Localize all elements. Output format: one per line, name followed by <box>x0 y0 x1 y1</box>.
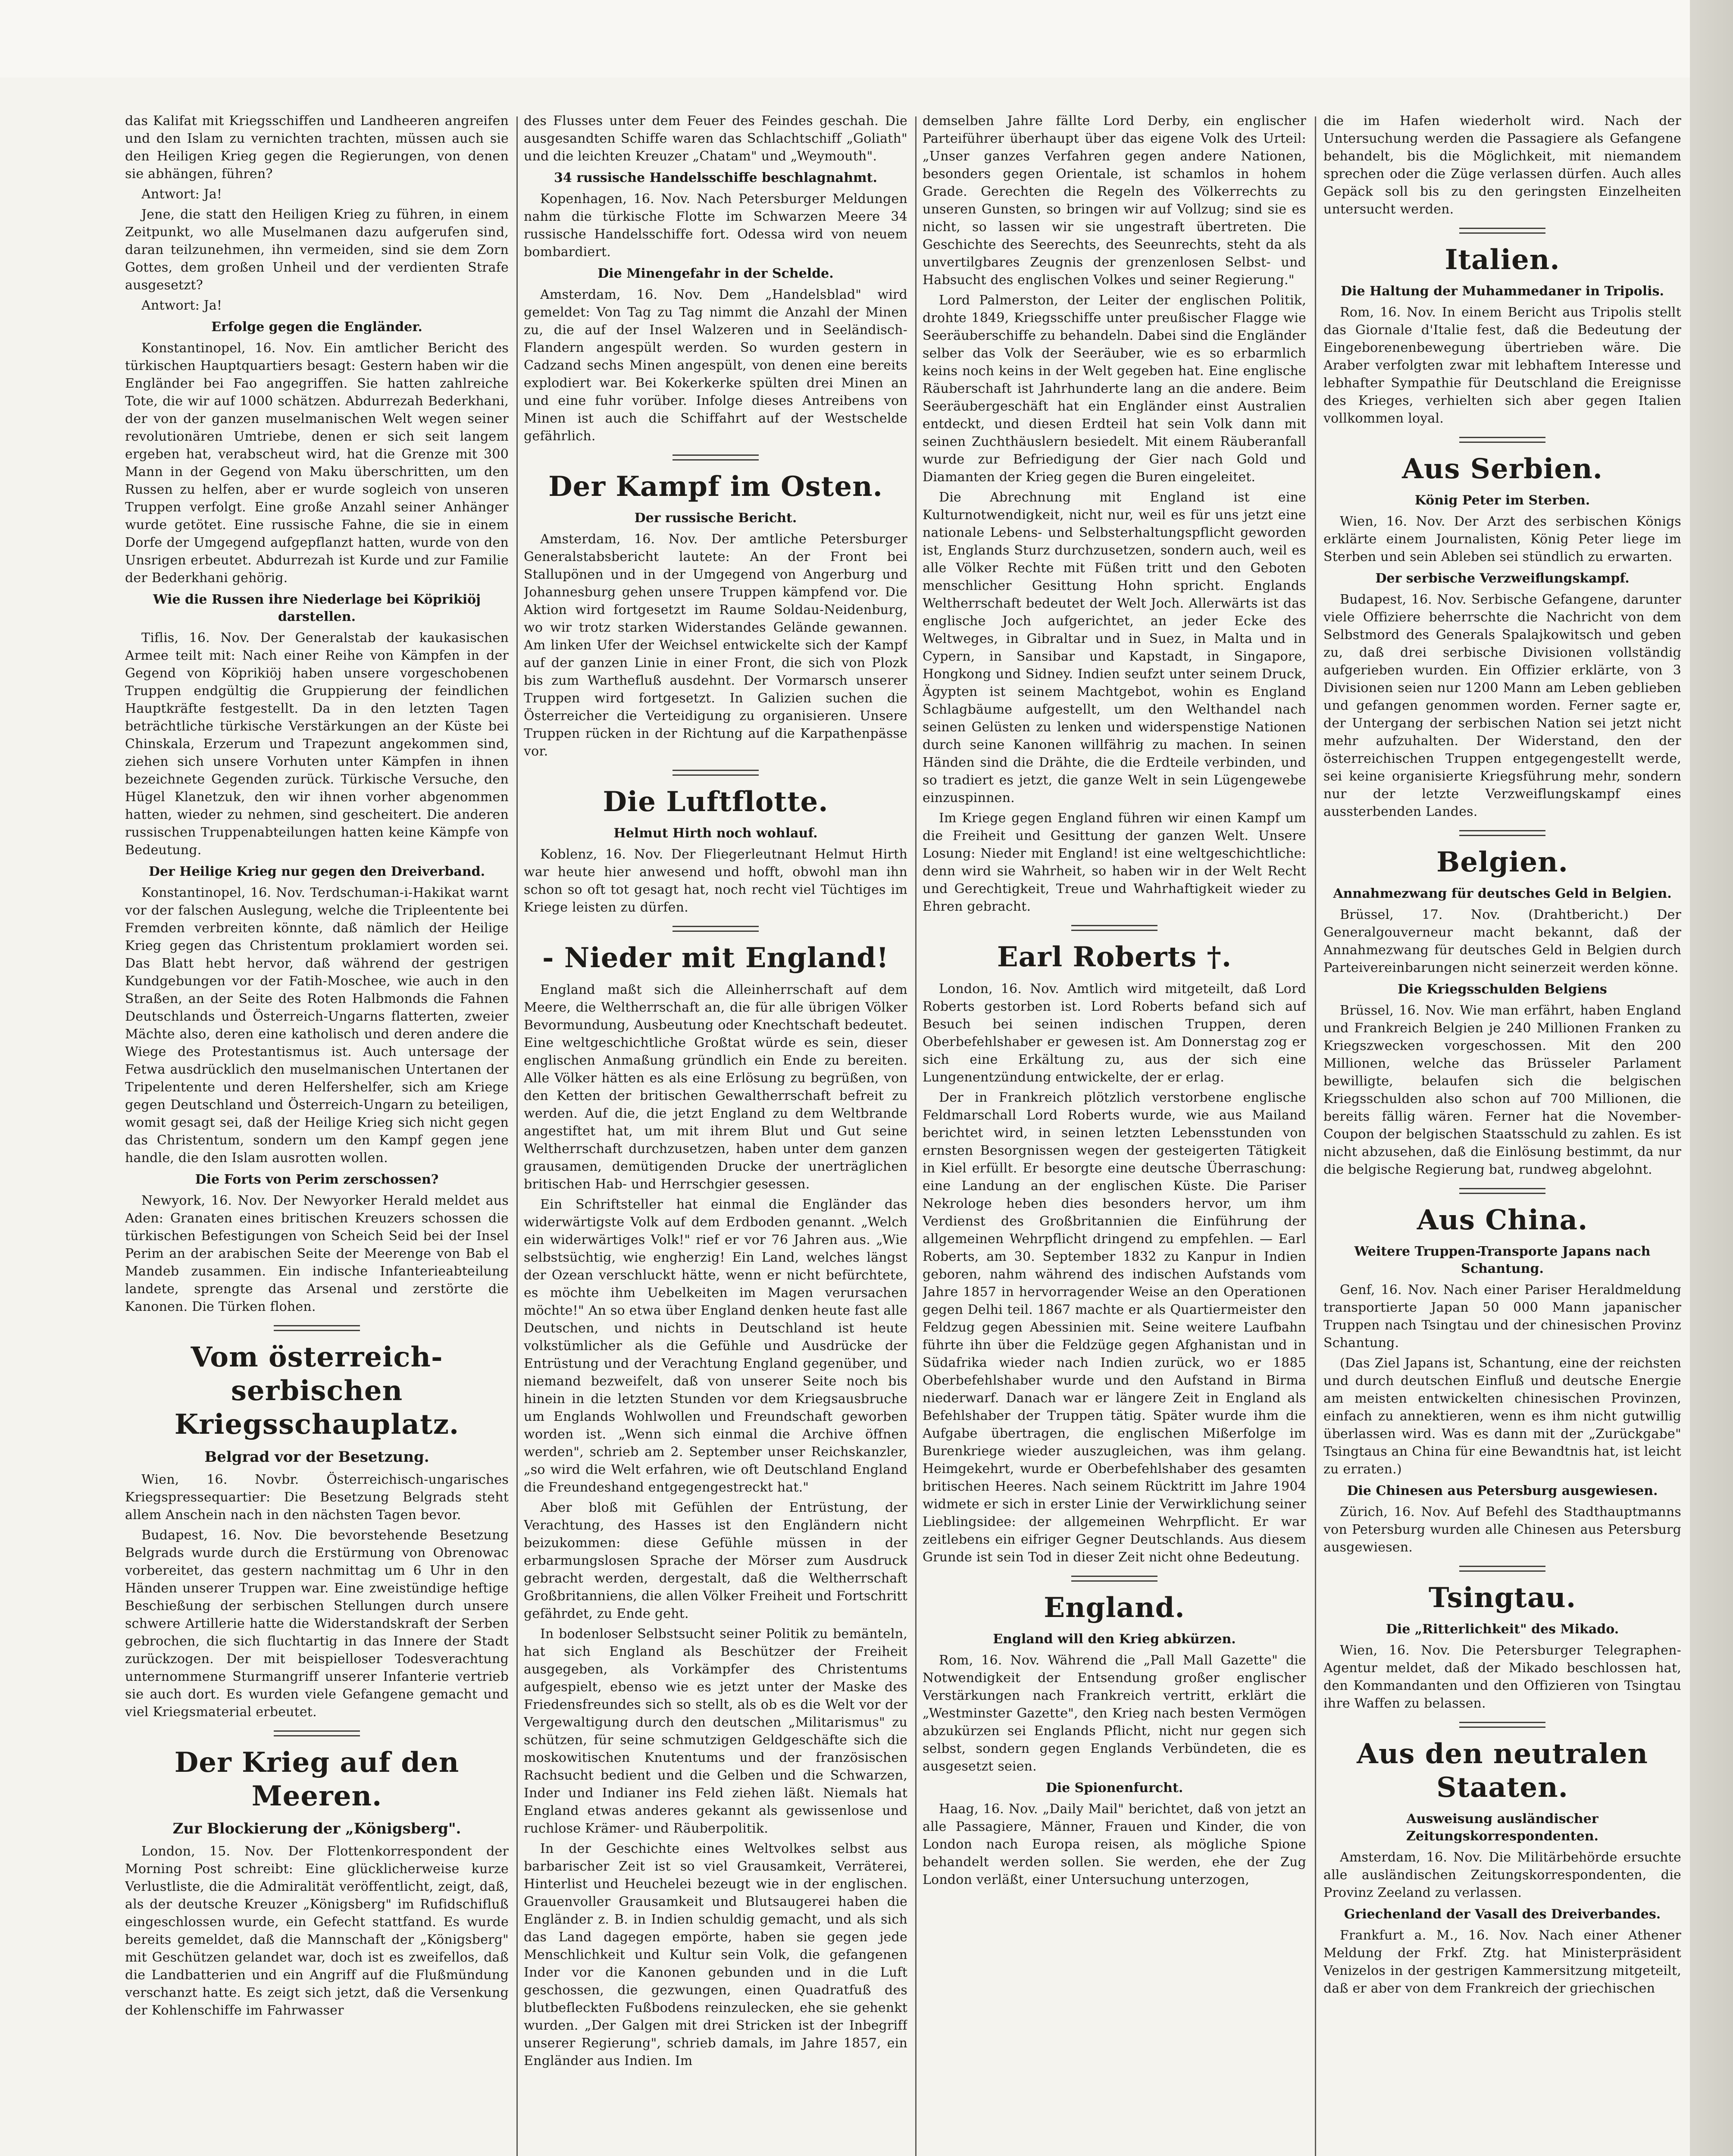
section-heading: Belgien. <box>1436 846 1568 878</box>
subheading: Zur Blockierung der „Königsberg". <box>172 1820 461 1837</box>
paragraph: das Kalifat mit Kriegsschiffen und Landheeren angreifen und den Islam zu vernichten trachten, müssen auch sie den Heiligen Krieg gegen die Regierungen, von denen sie abhängen, führen? <box>125 113 509 182</box>
paragraph: Tiflis, 16. Nov. Der Generalstab der kaukasischen Armee teilt mit: Nach einer Reihe von Kämpfen in der Gegend von Köprikiöj haben unsere vorgeschobenen Truppen endgültig die Gruppierung der feindlichen Hauptkräfte festgestellt. Da in den letzten Tagen beträchtliche türkische Verstärkungen an der Küste bei Chinskala, Erzerum und Trapezunt angekommen sind, ziehen sich unsere Vorhuten unter Kämpfen in ihnen bezeichnete Gegenden zurück. Türkische Versuche, den Hügel Klanetzuk, den wir ihnen vorher abgenommen hatten, wieder zu nehmen, sind gescheitert. Die anderen russischen Truppenabteilungen hatten keine Kämpfe von Bedeutung. <box>125 630 509 858</box>
subheading: Der Heilige Krieg nur gegen den Dreiverband. <box>148 864 485 879</box>
section-heading: Aus China. <box>1417 1204 1588 1236</box>
paragraph: Wien, 16. Novbr. Österreichisch-ungarisches Kriegspressequartier: Die Besetzung Belgrads steht allem Anschein nach in den nächsten Tagen bevor. <box>125 1472 509 1523</box>
paragraph: Antwort: Ja! <box>141 298 222 313</box>
section-divider <box>673 770 759 776</box>
paragraph: die im Hafen wiederholt wird. Nach der Untersuchung werden die Passagiere als Gefangene behandelt, bis die Möglichkeit, mit niemandem sprechen oder die Züge verlassen dürfen. Auch alles Gepäck soll bis zu den geringsten Einzelheiten untersucht werden. <box>1323 113 1681 217</box>
column-2 <box>524 112 907 2156</box>
paragraph: des Flusses unter dem Feuer des Feindes geschah. Die ausgesandten Schiffe waren das Schlachtschiff „Goliath" und die leichten Kreuzer „Chatam" und „Weymouth". <box>524 113 907 164</box>
paragraph: Amsterdam, 16. Nov. Dem „Handelsblad" wird gemeldet: Von Tag zu Tag nimmt die Anzahl der Minen zu, die auf der Insel Walzeren und in Seeländisch-Flandern angespült werden. So wurden gestern in Cadzand sechs Minen angespült, von denen eine bereits explodiert war. Bei Kokerkerke spülten drei Minen an und eine fuhr vorüber. Infolge dieses Antreibens von Minen ist auch die Schiffahrt auf der Westschelde gefährlich. <box>524 287 907 444</box>
section-divider <box>1459 830 1545 836</box>
top-margin <box>0 0 1733 78</box>
section-divider <box>1459 1722 1545 1728</box>
paragraph: Ein Schriftsteller hat einmal die Engländer das widerwärtigste Volk auf dem Erdboden genannt. „Welch ein widerwärtiges Volk!" rief er vor 76 Jahren aus. „Wie selbstsüchtig, wie engherzig! Ein Land, welches längst der Ozean verschluckt hätte, wenn er nicht befürchtete, es möchte ihm Uebelkeiten im Magen verursachen möchte!" An so etwa über England denken heute fast alle Deutschen, und nichts in Deutschland ist heute volkstümlicher als die Gefühle und Ausdrücke der Entrüstung und der Verachtung England gegenüber, und niemand bezweifelt, daß von unserer Seite noch bis hinein in die letzten Stunden vor dem Kriegsausbruche um Englands Wohlwollen und Freundschaft geworben worden ist. „Wenn sich einmal die Archive öffnen werden", schrieb am 2. September unser Reichskanzler, „so wird die Welt erfahren, wie oft Deutschland England die Freundeshand entgegengestreckt hat." <box>524 1197 907 1495</box>
paragraph: Budapest, 16. Nov. Die bevorstehende Besetzung Belgrads wurde durch die Erstürmung von Obrenowac vorbereitet, das gestern nachmittag um 6 Uhr in den Händen unserer Truppen war. Eine zweistündige heftige Beschießung der serbischen Stellungen durch unsere schwere Artillerie hatte die Widerstandskraft der Serben gebrochen, die sich fluchtartig in das Innere der Stadt zurückzogen. Der mit beispielloser Todesverachtung unternommene Sturmangriff unserer Infanterie vertrieb sie auch dort. Es wurden viele Gefangene gemacht und viel Kriegsmaterial erbeutet. <box>125 1528 509 1720</box>
column-1 <box>125 112 509 2156</box>
column-4 <box>1323 112 1681 2156</box>
section-divider <box>1071 1576 1157 1582</box>
paragraph: Wien, 16. Nov. Der Arzt des serbischen Königs erklärte einem Journalisten, König Peter liege im Sterben und sein Ableben sei stündlich zu erwarten. <box>1323 514 1681 564</box>
section-heading: Die Luftflotte. <box>603 786 829 818</box>
section-heading: Italien. <box>1445 244 1560 276</box>
page-edge <box>1690 0 1733 2156</box>
paragraph: Der in Frankreich plötzlich verstorbene englische Feldmarschall Lord Roberts wurde, wie aus Mailand berichtet wird, in seinen letzten Lebensstunden von ernsten Besorgnissen wegen der gesteigerten Tätigkeit in Kiel erfüllt. Er besorgte eine deutsche Überraschung: eine Landung an der englischen Küste. Die Pariser Nekrologe heben dies besonders hervor, um ihm Verdienst des Großbritannien die Einführung der allgemeinen Wehrpflicht dringend zu empfehlen. — Earl Roberts, am 30. September 1832 zu Kanpur in Indien geboren, nahm während des indischen Aufstands vom Jahre 1857 in hervorragender Weise an den Operationen gegen Delhi teil. 1867 machte er als Quartiermeister den Feldzug gegen Abessinien mit. Seine weitere Laufbahn führte ihn über die Feldzüge gegen Afghanistan und in Südafrika wieder nach Indien zurück, wo er 1885 Oberbefehlshaber wurde und den Aufstand in Birma niederwarf. Danach war er längere Zeit in England als Befehlshaber der Truppen tätig. Später wurde ihm die Aufgabe übertragen, die englischen Mißerfolge im Burenkriege wieder auszugleichen, was ihm gelang. Heimgekehrt, wurde er Oberbefehlshaber des gesamten britischen Heeres. Nach seinem Rücktritt im Jahre 1904 widmete er sich in erster Linie der Verwirklichung seiner Lieblingsidee: der allgemeinen Wehrpflicht. Er war zeitlebens ein eifriger Gegner Deutschlands. Aus diesem Grunde ist sein Tod in dieser Zeit nicht ohne Bedeutung. <box>923 1090 1306 1565</box>
paragraph: Haag, 16. Nov. „Daily Mail" berichtet, daß von jetzt an alle Passagiere, Männer, Frauen und Kinder, die von London nach Europa reisen, als mögliche Spione behandelt werden sollen. Sie werden, ehe der Zug London verläßt, einer Untersuchung unterzogen, <box>923 1802 1306 1887</box>
subheading: 34 russische Handelsschiffe beschlagnahmt. <box>554 170 877 185</box>
subheading: Annahmezwang für deutsches Geld in Belgien. <box>1333 886 1672 901</box>
subheading: Die Forts von Perim zerschossen? <box>195 1172 439 1187</box>
subheading: Die „Ritterlichkeit" des Mikado. <box>1386 1622 1619 1637</box>
subheading: Weitere Truppen-Transporte Japans nach Schantung. <box>1354 1244 1651 1276</box>
paragraph: Budapest, 16. Nov. Serbische Gefangene, darunter viele Offiziere beherrschte die Nachricht von dem Selbstmord des Generals Spalajkowitsch und geben zu, daß drei serbische Divisionen vollständig aufgerieben wurden. Ein Offizier erklärte, von 3 Divisionen seien nur 1200 Mann am Leben geblieben und gefangen genommen worden. Ferner sagte er, der Untergang der serbischen Nation sei jetzt nicht mehr aufzuhalten. Der Widerstand, den der österreichischen Truppen entgegengestellt werde, sei keine organisierte Kriegsführung mehr, sondern nur der letzte Verzweiflungskampf eines aussterbenden Landes. <box>1323 592 1681 819</box>
paragraph: Im Kriege gegen England führen wir einen Kampf um die Freiheit und Gesittung der ganzen Welt. Unsere Losung: Nieder mit England! ist eine weltgeschichtliche: denn wird sie Wahrheit, so haben wir in der Welt Recht und Gerechtigkeit, Treue und Wahrhaftigkeit wieder zu Ehren gebracht. <box>923 811 1306 914</box>
section-divider <box>1459 437 1545 443</box>
section-divider <box>673 926 759 932</box>
paragraph: Amsterdam, 16. Nov. Die Militärbehörde ersuchte alle ausländischen Zeitungskorrespondenten, die Provinz Zeeland zu verlassen. <box>1323 1850 1681 1900</box>
paragraph: Aber bloß mit Gefühlen der Entrüstung, der Verachtung, des Hasses ist den Engländern nicht beizukommen: diese Gefühle müssen in der erbarmungslosen Sprache der Mörser zum Ausdruck gebracht werden, dergestalt, daß die Weltherrschaft Großbritanniens, die allen Völker Freiheit und Fortschritt gefährdet, zu Ende geht. <box>524 1500 907 1621</box>
subheading: Der serbische Verzweiflungskampf. <box>1375 571 1630 586</box>
paragraph: Brüssel, 16. Nov. Wie man erfährt, haben England und Frankreich Belgien je 240 Millionen Franken zu Kriegszwecken vorgeschossen. Mit den 200 Millionen, welche das Brüsseler Parlament bewilligte, belaufen sich die belgischen Kriegsschulden also schon auf 700 Millionen, die bereits fällig wären. Ferner hat die November-Coupon der belgischen Staatsschuld zu zahlen. Es ist nicht abzusehen, daß die Einlösung bestimmt, da nur die belgische Regierung bat, rundweg abgelohnt. <box>1323 1003 1681 1177</box>
subheading: Wie die Russen ihre Niederlage bei Köprikiöj darstellen. <box>153 592 481 624</box>
section-heading: Vom österreich-serbischen Kriegsschauplatz. <box>174 1341 460 1441</box>
subheading: Die Spionenfurcht. <box>1045 1780 1183 1796</box>
paragraph: Rom, 16. Nov. Während die „Pall Mall Gazette" die Notwendigkeit der Entsendung großer englischer Verstärkungen nach Frankreich vertritt, erklärt die „Westminster Gazette", den Krieg nach besten Vermögen abzukürzen sei Englands Pflicht, nicht nur gegen sich selbst, sondern gegen Englands Verbündeten, die es ausgesetzt seien. <box>923 1653 1306 1774</box>
section-divider <box>1071 925 1157 931</box>
section-divider <box>1459 1188 1545 1194</box>
subheading: Die Haltung der Muhammedaner in Tripolis. <box>1341 284 1664 299</box>
paragraph: Frankfurt a. M., 16. Nov. Nach einer Athener Meldung der Frkf. Ztg. hat Ministerpräsident Venizelos in der gestrigen Kammersitzung mitgeteilt, daß er aber von dem Frankreich der griechischen <box>1323 1928 1681 1996</box>
column-rule <box>915 116 917 2156</box>
paragraph: England maßt sich die Alleinherrschaft auf dem Meere, die Weltherrschaft an, die für alle übrigen Völker Bevormundung, Ausbeutung oder Knechtschaft bedeutet. Eine weltgeschichtliche Großtat würde es sein, dieser englischen Anmaßung gründlich ein Ende zu bereiten. Alle Völker hätten es als eine Erlösung zu begrüßen, von den Ketten der britischen Gewaltherrschaft befreit zu werden. Auf die, die jetzt England zu dem Weltbrande angestiftet hat, um mit ihrem Blut und Gut seine Weltherrschaft durchzusetzen, haben unter dem ganzen grausamen, demütigenden Drucke der unerträglichen britischen Hab- und Herrschgier gesessen. <box>524 982 907 1192</box>
subheading: Ausweisung ausländischer Zeitungskorrespondenten. <box>1406 1811 1598 1844</box>
subheading: Der russische Bericht. <box>634 511 797 526</box>
subheading: Griechenland der Vasall des Dreiverbandes. <box>1344 1907 1661 1922</box>
section-divider <box>1459 228 1545 234</box>
subheading: König Peter im Sterben. <box>1414 493 1590 508</box>
section-divider <box>673 454 759 461</box>
paragraph: Koblenz, 16. Nov. Der Fliegerleutnant Helmut Hirth war heute hier anwesend und hofft, obwohl man ihn schon so oft tot gesagt hat, noch recht viel Tüchtiges im Kriege leisten zu dürfen. <box>524 847 907 915</box>
section-divider <box>274 1730 360 1736</box>
paragraph: Antwort: Ja! <box>141 187 222 202</box>
subheading: Helmut Hirth noch wohlauf. <box>613 826 818 841</box>
paragraph: (Das Ziel Japans ist, Schantung, eine der reichsten und durch deutschen Einfluß und deutsche Energie am meisten entwickelten chinesischen Provinzen, einfach zu annektieren, wenn es ihm nicht gutwillig überlassen wird. Was es dann mit der „Zurückgabe" Tsingtaus an China für eine Bewandtnis hat, ist leicht zu erraten.) <box>1323 1356 1681 1477</box>
subheading: Die Kriegsschulden Belgiens <box>1398 982 1607 997</box>
section-heading: Tsingtau. <box>1428 1582 1577 1614</box>
section-divider <box>1459 1566 1545 1572</box>
paragraph: Konstantinopel, 16. Nov. Terdschuman-i-Hakikat warnt vor der falschen Auslegung, welche die Tripleentente bei Fremden verbreiten könnte, daß nämlich der Heilige Krieg gegen das Christentum proklamiert worden sei. Das Blatt hebt hervor, daß während der gestrigen Kundgebungen vor der Fatih-Moschee, wie auch in den Straßen, an der Seite des Roten Halbmonds die Fahnen Deutschlands und Österreich-Ungarns flatterten, zweier Mächte also, deren eine katholisch und deren andere die Wiege des Protestantismus ist. Auch untersage der Fetwa ausdrücklich den muselmanischen Untertanen der Tripelentente und deren Helfershelfer, sich am Kriege gegen Deutschland und Österreich-Ungarn zu beteiligen, womit gesagt sei, daß der Heilige Krieg sich nicht gegen das Christentum, sondern um den Kampf gegen jene handle, die den Islam ausrotten wollen. <box>125 885 509 1166</box>
section-heading: England. <box>1044 1592 1185 1624</box>
paragraph: In bodenloser Selbstsucht seiner Politik zu bemänteln, hat sich England als Beschützer der Freiheit ausgegeben, als Vorkämpfer des Christentums aufgespielt, ebenso wie es jetzt unter der Maske des Friedensfreundes sich so stellt, als ob es die Welt vor der Vergewaltigung durch den deutschen „Militarismus" zu schützen, für seine schmutzigen Geldgeschäfte sich die moskowitischen Knutentums und der französischen Rachsucht bedient und die Gelben und die Schwarzen, Inder und Indianer ins Feld ziehen läßt. Niemals hat England etwas anderes gekannt als gewissenlose und ruchlose Krämer- und Räuberpolitik. <box>524 1626 907 1836</box>
section-heading: Aus Serbien. <box>1402 453 1603 485</box>
subheading: Erfolge gegen die Engländer. <box>211 320 422 335</box>
section-heading: Der Krieg auf den Meeren. <box>174 1746 460 1812</box>
paragraph: Kopenhagen, 16. Nov. Nach Petersburger Meldungen nahm die türkische Flotte im Schwarzen Meere 34 russische Handelsschiffe fort. Odessa wird von neuem bombardiert. <box>524 191 907 260</box>
subheading: Belgrad vor der Besetzung. <box>204 1448 429 1466</box>
subheading: England will den Krieg abkürzen. <box>993 1632 1236 1647</box>
paragraph: Lord Palmerston, der Leiter der englischen Politik, drohte 1849, Kriegsschiffe unter preußischer Flagge wie Seeräuberschiffe zu behandeln. Dabei sind die Engländer selber das Volk der Seeräuber, wie es so erbarmlich keins noch keins in der Welt gegeben hat. Eine englische Räuberschaft ist Jahrhunderte lang an die andere. Beim Seeräubergeschäft hat ein Engländer einst Australien entdeckt, und diesen Erdteil hat sein Volk dann mit seinen Zuchthäuslern besiedelt. Mit einem Räuberanfall wurde zur Befriedigung der Gier nach Gold und Diamanten der Krieg gegen die Buren eingeleitet. <box>923 293 1306 485</box>
paragraph: Jene, die statt den Heiligen Krieg zu führen, in einem Zeitpunkt, wo alle Muselmanen dazu aufgerufen sind, daran teilzunehmen, ihn vermeiden, sind sie dem Zorn Gottes, dem großen Unheil und der verdienten Strafe ausgesetzt? <box>125 207 509 293</box>
paragraph: London, 15. Nov. Der Flottenkorrespondent der Morning Post schreibt: Eine glücklicherweise kurze Verlustliste, die die Admiralität veröffentlicht, zeigt, daß, als der deutsche Kreuzer „Königsberg" im Rufidschifluß eingeschlossen wurde, ein Gefecht stattfand. Es wurde bereits gemeldet, daß die Mannschaft der „Königsberg" mit Geschützen gelandet war, doch ist es zweifellos, daß die Landbatterien und ein Angriff auf die Flußmündung verschanzt hatte. Es zeigt sich jetzt, daß die Versenkung der Kohlenschiffe im Fahrwasser <box>125 1844 509 2018</box>
paragraph: Genf, 16. Nov. Nach einer Pariser Heraldmeldung transportierte Japan 50 000 Mann japanischer Truppen nach Tsingtau und der chinesischen Provinz Schantung. <box>1323 1282 1681 1351</box>
paragraph: In der Geschichte eines Weltvolkes selbst aus barbarischer Zeit ist so viel Grausamkeit, Verräterei, Hinterlist und Heuchelei bezeugt wie in der englischen. Grauenvoller Grausamkeit und Blutsaugerei haben die Engländer z. B. in Indien schuldig gemacht, und als sich das Land dagegen empörte, haben sie gegen jede Menschlichkeit und Kultur sein Volk, die gefangenen Inder vor die Kanonen gebunden und in die Luft geschossen, die gezwungen, einen Quadratfuß des blutbefleckten Fußbodens reinzulecken, ehe sie gehenkt wurden. „Der Galgen mit drei Stricken ist der Inbegriff unserer Regierung", schrieb damals, im Jahre 1857, ein Engländer aus Indien. Im <box>524 1841 907 2068</box>
paragraph: London, 16. Nov. Amtlich wird mitgeteilt, daß Lord Roberts gestorben ist. Lord Roberts befand sich auf Besuch bei seinen indischen Truppen, deren Oberbefehlshaber er gewesen ist. Am Donnerstag zog er sich eine Erkältung zu, aus der sich eine Lungenentzündung entwickelte, der er erlag. <box>923 981 1306 1085</box>
column-rule <box>1315 116 1316 2156</box>
section-heading: - Nieder mit England! <box>542 942 889 974</box>
section-heading: Der Kampf im Osten. <box>548 470 883 503</box>
column-rule <box>516 116 518 2156</box>
section-heading: Aus den neutralen Staaten. <box>1357 1738 1648 1804</box>
paragraph: Rom, 16. Nov. In einem Bericht aus Tripolis stellt das Giornale d'Italie fest, daß die Bedeutung der Eingeborenenbewegung übertrieben wäre. Die Araber verfolgten zwar mit lebhaftem Interesse und lebhafter Sympathie für Deutschland die Ereignisse des Krieges, verhielten sich aber gegen Italien vollkommen loyal. <box>1323 305 1681 426</box>
section-heading: Earl Roberts †. <box>997 941 1232 973</box>
column-3 <box>923 112 1306 2156</box>
subheading: Die Minengefahr in der Schelde. <box>597 266 834 281</box>
subheading: Die Chinesen aus Petersburg ausgewiesen. <box>1347 1483 1658 1498</box>
section-divider <box>274 1325 360 1331</box>
paragraph: demselben Jahre fällte Lord Derby, ein englischer Parteiführer überhaupt über das eigene Volk des Urteil: „Unser ganzes Verfahren gegen andere Nationen, besonders gegen Orientale, ist schamlos in hohem Grade. Gerechten die Regeln des Völkerrechts zu unseren Gunsten, so bringen wir auf Vollzug; sind sie es nicht, so lassen wir sie ungestraft übertreten. Die Geschichte des Seerechts, des Seeunrechts, steht da als unvertilgbares Zeugnis der grenzenlosen Selbst- und Habsucht des englischen Volkes und seiner Regierung." <box>923 113 1306 288</box>
paragraph: Newyork, 16. Nov. Der Newyorker Herald meldet aus Aden: Granaten eines britischen Kreuzers schossen die türkischen Befestigungen von Scheich Seid bei der Insel Perim an der arabischen Seite der Meerenge von Bab el Mandeb zusammen. Ein indische Infanterieabteilung landete, sprengte das Arsenal und zerstörte die Kanonen. Die Türken flohen. <box>125 1193 509 1314</box>
paragraph: Brüssel, 17. Nov. (Drahtbericht.) Der Generalgouverneur macht bekannt, daß der Annahmezwang für deutsches Geld in Belgien durch Parteivereinbarungen nicht seinerzeit werden könne. <box>1323 907 1681 975</box>
paragraph: Die Abrechnung mit England ist eine Kulturnotwendigkeit, nicht nur, weil es für uns jetzt eine nationale Lebens- und Selbsterhaltungspflicht geworden ist, Englands Sturz durchzusetzen, sondern auch, weil es alle Völker Rechte mit Füßen tritt und den Geboten menschlicher Gesittung Hohn spricht. Englands Weltherrschaft bedeutet der Welt Joch. Allerwärts ist das englische Joch aufgerichtet, an jeder Ecke des Weltweges, in Gibraltar und in Suez, in Malta und in Cypern, in Sansibar und Kapstadt, in Singapore, Hongkong und Sidney. Indien seufzt unter seinem Druck, Ägypten ist seinem Machtgebot, wohin es England Schlagbäume aufgestellt, um den Welthandel nach seinen Gelüsten zu lenken und widerspenstige Nationen durch seine Kanonen willfährig zu machen. In seinen Händen sind die Drähte, die die Erdteile verbinden, und so tradiert es jetzt, die ganze Welt in sein Lügengewebe einzuspinnen. <box>923 490 1306 805</box>
paragraph: Amsterdam, 16. Nov. Der amtliche Petersburger Generalstabsbericht lautete: An der Front bei Stallupönen und in der Umgegend von Angerburg und Johannesburg gehen unsere Truppen kämpfend vor. Die Aktion wird fortgesetzt im Raume Soldau-Neidenburg, wo wir trotz starken Widerstandes Gelände gewannen. Am linken Ufer der Weichsel entwickelte sich der Kampf auf der ganzen Linie in einer Front, die sich von Plozk bis zum Warthefluß ausdehnt. Der Vormarsch unserer Truppen wird fortgesetzt. In Galizien suchen die Österreicher die Verteidigung zu organisieren. Unsere Truppen rücken in der Richtung auf die Karpathenpässe vor. <box>524 532 907 759</box>
paragraph: Zürich, 16. Nov. Auf Befehl des Stadthauptmanns von Petersburg wurden alle Chinesen aus Petersburg ausgewiesen. <box>1323 1504 1681 1555</box>
paragraph: Konstantinopel, 16. Nov. Ein amtlicher Bericht des türkischen Hauptquartiers besagt: Gestern haben wir die Engländer bei Fao angegriffen. Sie hatten zahlreiche Tote, die wir auf 1000 schätzen. Abdurrezah Bederkhani, der von der ganzen muselmanischen Welt wegen seiner revolutionären Umtriebe, denen er sich seit langem ergeben hat, verabscheut wird, hat die Grenze mit 300 Mann in der Gegend von Maku überschritten, um den Russen zu helfen, aber er wurde sogleich von unseren Truppen verfolgt. Eine große Anzahl seiner Anhänger wurde getötet. Eine russische Fahne, die sie in einem Dorfe der Umgegend aufgepflanzt hatten, wurde von den Unsrigen erbeutet. Abdurrezah ist Kurde und zur Familie der Bederkhani gehörig. <box>125 341 509 586</box>
paragraph: Wien, 16. Nov. Die Petersburger Telegraphen-Agentur meldet, daß der Mikado beschlossen hat, den Kommandanten und den Offizieren von Tsingtau ihre Waffen zu belassen. <box>1323 1643 1681 1711</box>
